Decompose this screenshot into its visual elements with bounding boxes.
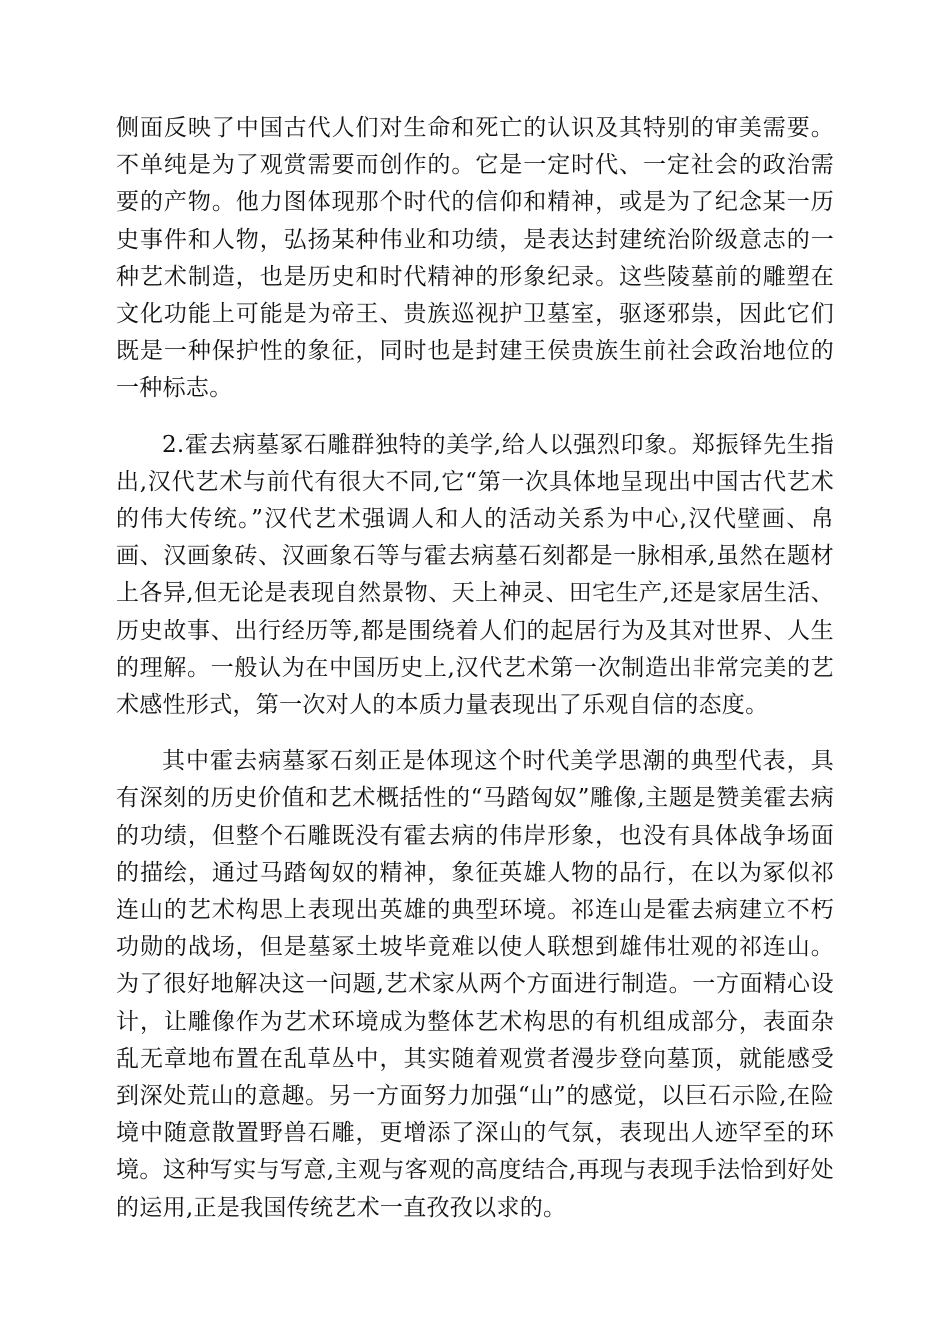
document-page bbox=[116, 110, 834, 1227]
paragraph-1: 侧面反映了中国古代人们对生命和死亡的认识及其特别的审美需要。不单纯是为了观赏需要而创作的。它是一定时代、一定社会的政治需要的产物。他力图体现那个时代的信仰和精神，或是为了纪念某一历史事件和人物，弘扬某种伟业和功绩，是表达封建统治阶级意志的一种艺术制造，也是历史和时代精神的形象纪录。这些陵墓前的雕塑在文化功能上可能是为帝王、贵族巡视护卫墓室，驱逐邪祟，因此它们既是一种保护性的象征，同时也是封建王侯贵族生前社会政治地位的一种标志。 bbox=[116, 115, 834, 402]
paragraph-3: 其中霍去病墓冢石刻正是体现这个时代美学思潮的典型代表，具有深刻的历史价值和艺术概括性的“马踏匈奴”雕像,主题是赞美霍去病的功绩，但整个石雕既没有霍去病的伟岸形象，也没有具体战争场面的描绘，通过马踏匈奴的精神，象征英雄人物的品行，在以为冢似祁连山的艺术构思上表现出英雄的典型环境。祁连山是霍去病建立不朽功勋的战场，但是墓冢土坡毕竟难以使人联想到雄伟壮观的祁连山。为了很好地解决这一问题,艺术家从两个方面进行制造。一方面精心设计，让雕像作为艺术环境成为整体艺术构思的有机组成部分，表面杂乱无章地布置在乱草丛中，其实随着观赏者漫步登向墓顶，就能感受到深处荒山的意趣。另一方面努力加强“山”的感觉，以巨石示险,在险境中随意散置野兽石雕，更增添了深山的气氛，表现出人迹罕至的环境。这种写实与写意,主观与客观的高度结合,再现与表现手法恰到好处的运用,正是我国传统艺术一直孜孜以求的。 bbox=[116, 748, 834, 1221]
paragraph-2: 2.霍去病墓冢石雕群独特的美学,给人以强烈印象。郑振铎先生指出,汉代艺术与前代有很大不同,它“第一次具体地呈现出中国古代艺术的伟大传统。”汉代艺术强调人和人的活动关系为中心,汉代壁画、帛画、汉画象砖、汉画象石等与霍去病墓石刻都是一脉相承,虽然在题材上各异,但无论是表现自然景物、天上神灵、田宅生产,还是家居生活、历史故事、出行经历等,都是围绕着人们的起居行为及其对世界、人生的理解。一般认为在中国历史上,汉代艺术第一次制造出非常完美的艺术感性形式，第一次对人的本质力量表现出了乐观自信的态度。 bbox=[116, 431, 834, 719]
